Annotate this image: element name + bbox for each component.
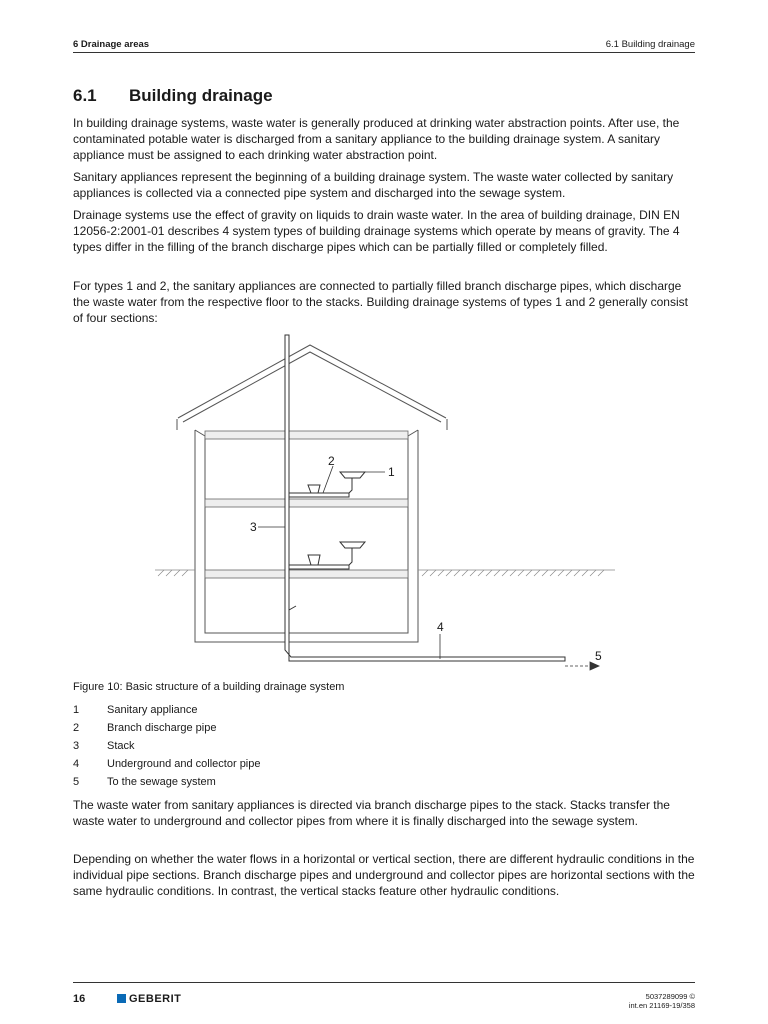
paragraph-2: Sanitary appliances represent the beginning of a building drainage system. The waste water collected by sanitary appliances is collected via a connected pipe system and discharged into the sewage system. (73, 170, 674, 200)
upper-trap (349, 478, 352, 493)
page-footer (73, 982, 695, 1013)
lower-branch-pipe (289, 565, 349, 569)
attic-floor-slab (205, 431, 408, 439)
section-number: 6.1 (73, 86, 97, 105)
legend-item (73, 737, 261, 755)
callout-4: 4 (437, 620, 444, 634)
header-section: 6.1 Building drainage (605, 39, 695, 50)
legend-number: 2 (73, 722, 80, 734)
callout-3: 3 (250, 520, 257, 534)
legend-label: Sanitary appliance (107, 704, 198, 716)
legend-label: Branch discharge pipe (107, 722, 217, 734)
document-edition: int.en 21169-19/358 (628, 1001, 695, 1010)
outlet-arrow-icon (590, 662, 599, 670)
callout-2: 2 (328, 454, 335, 468)
section-title (73, 86, 273, 106)
upper-wc (308, 485, 320, 493)
legend-item (73, 701, 261, 719)
upper-washbasin (340, 472, 365, 478)
paragraph-5: The waste water from sanitary appliances is directed via branch discharge pipes to the stack. Stacks transfer the waste water to underground and collector pipes from where it is finally discharged into the sewage system. (73, 798, 670, 828)
page-number: 16 (73, 993, 86, 1005)
lower-washbasin (340, 542, 365, 548)
ground-floor-slab (205, 570, 408, 578)
callout-2-leader (323, 466, 333, 493)
figure-legend (73, 701, 261, 791)
legend-label: Underground and collector pipe (107, 758, 261, 770)
legend-number: 1 (73, 704, 80, 716)
legend-number: 4 (73, 758, 80, 770)
callout-1: 1 (388, 465, 395, 479)
brand-name: GEBERIT (129, 993, 182, 1005)
upper-floor-slab (205, 499, 408, 507)
document-number: 5037289099 © (645, 992, 695, 1001)
paragraph-3: Drainage systems use the effect of gravity on liquids to drain waste water. In the area of building drainage, DIN EN 12056-2:2001-01 describes 4 system types of building drainage systems which operate by means of gravity. The 4 types differ in the filling of the branch discharge pipes which can be partially filled or completely filled. (73, 208, 680, 254)
lower-wc (308, 555, 320, 565)
upper-branch-pipe (289, 493, 349, 497)
house-inner-wall (205, 436, 408, 633)
legend-item (73, 773, 261, 791)
legend-item (73, 719, 261, 737)
stack-pipe (285, 335, 565, 661)
lower-trap (349, 548, 352, 565)
legend-number: 3 (73, 740, 80, 752)
building-drainage-figure (150, 330, 620, 675)
cleanout-fitting (289, 606, 296, 610)
page-header (73, 37, 695, 53)
section-title-text: Building drainage (129, 86, 273, 105)
legend-number: 5 (73, 776, 80, 788)
gutters (177, 419, 447, 430)
brand-logo (117, 993, 181, 1005)
paragraph-6: Depending on whether the water flows in a horizontal or vertical section, there are different hydraulic conditions in the individual pipe sections. Branch discharge pipes and underground and collector pipes are horizontal sections with the same hydraulic conditions. In contrast, the vertical stacks feature other hydraulic conditions. (73, 852, 695, 898)
house-outer-wall (195, 430, 418, 642)
legend-item (73, 755, 261, 773)
paragraph-4: For types 1 and 2, the sanitary appliances are connected to partially filled branch discharge pipes, which discharge the waste water from the respective floor to the stacks. Building drainage systems of types 1 and 2 generally consist of four sections: (73, 279, 688, 325)
roof-inner-outline (183, 352, 441, 422)
document-reference (629, 992, 695, 1010)
roof-outline (178, 345, 446, 418)
legend-label: Stack (107, 740, 135, 752)
brand-square-icon (117, 994, 126, 1003)
legend-label: To the sewage system (107, 776, 216, 788)
paragraph-1: In building drainage systems, waste water is generally produced at drinking water abstraction points. After use, the contaminated potable water is discharged from a sanitary appliance to the building drainage system. A sanitary appliance must be assigned to each drinking water abstraction point. (73, 116, 680, 162)
header-chapter: 6 Drainage areas (73, 39, 150, 50)
figure-caption: Figure 10: Basic structure of a building drainage system (73, 681, 345, 693)
callout-5: 5 (595, 649, 602, 663)
